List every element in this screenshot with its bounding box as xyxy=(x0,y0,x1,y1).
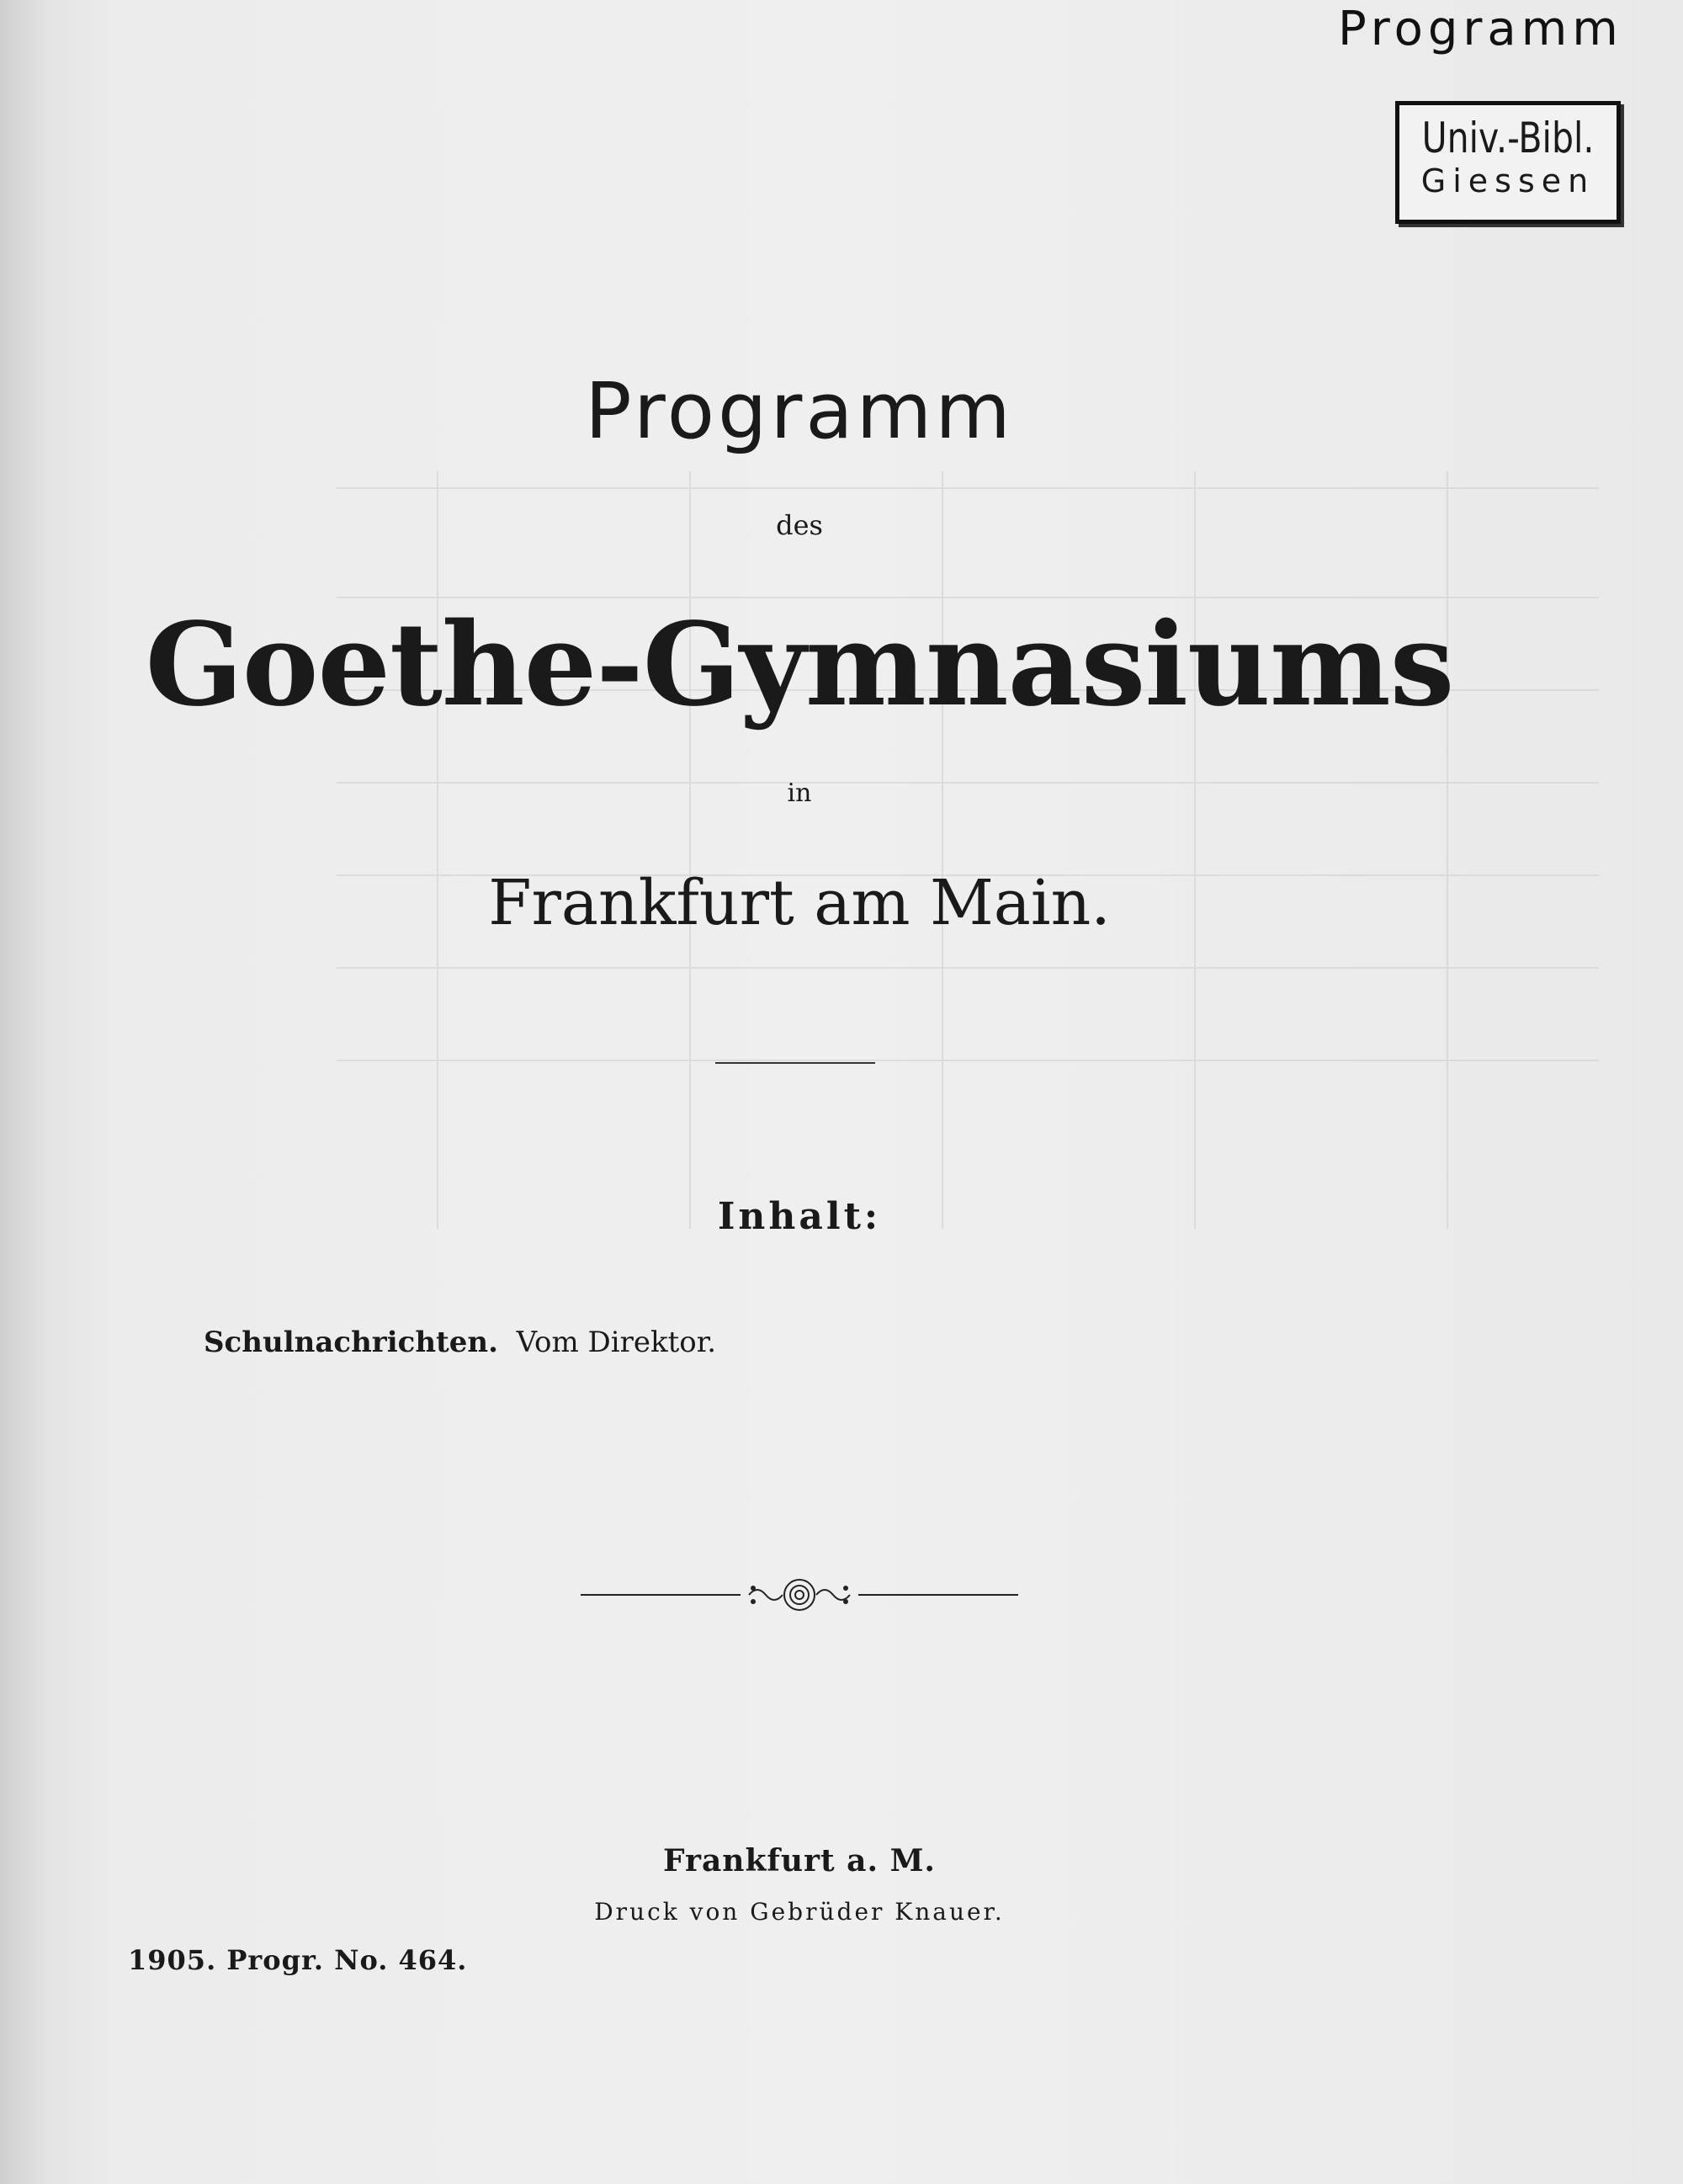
ornament-divider xyxy=(581,1574,1018,1616)
contents-item-title: Schulnachrichten. xyxy=(204,1326,498,1359)
imprint-printer: Druck von Gebrüder Knauer. xyxy=(594,1898,1005,1926)
library-stamp xyxy=(1395,101,1621,224)
header-label: Programm xyxy=(1338,2,1623,56)
stamp-line-1: Univ.-Bibl. xyxy=(1421,114,1595,162)
title-des: des xyxy=(776,509,823,541)
school-name xyxy=(0,598,1599,732)
contents-heading: Inhalt: xyxy=(717,1195,882,1238)
program-number: 1905. Progr. No. 464. xyxy=(128,1944,468,1976)
imprint-city: Frankfurt a. M. xyxy=(663,1843,936,1878)
title-city: Frankfurt am Main. xyxy=(488,867,1111,939)
school-name-text: Goethe-Gymnasiums xyxy=(145,598,1454,732)
title-programm: Programm xyxy=(585,366,1014,456)
stamp-line-2: Giessen xyxy=(1420,162,1595,199)
contents-item-author: Vom Direktor. xyxy=(516,1326,717,1359)
contents-item xyxy=(204,1326,716,1359)
title-in: in xyxy=(787,778,812,808)
divider-rule xyxy=(715,1062,875,1064)
